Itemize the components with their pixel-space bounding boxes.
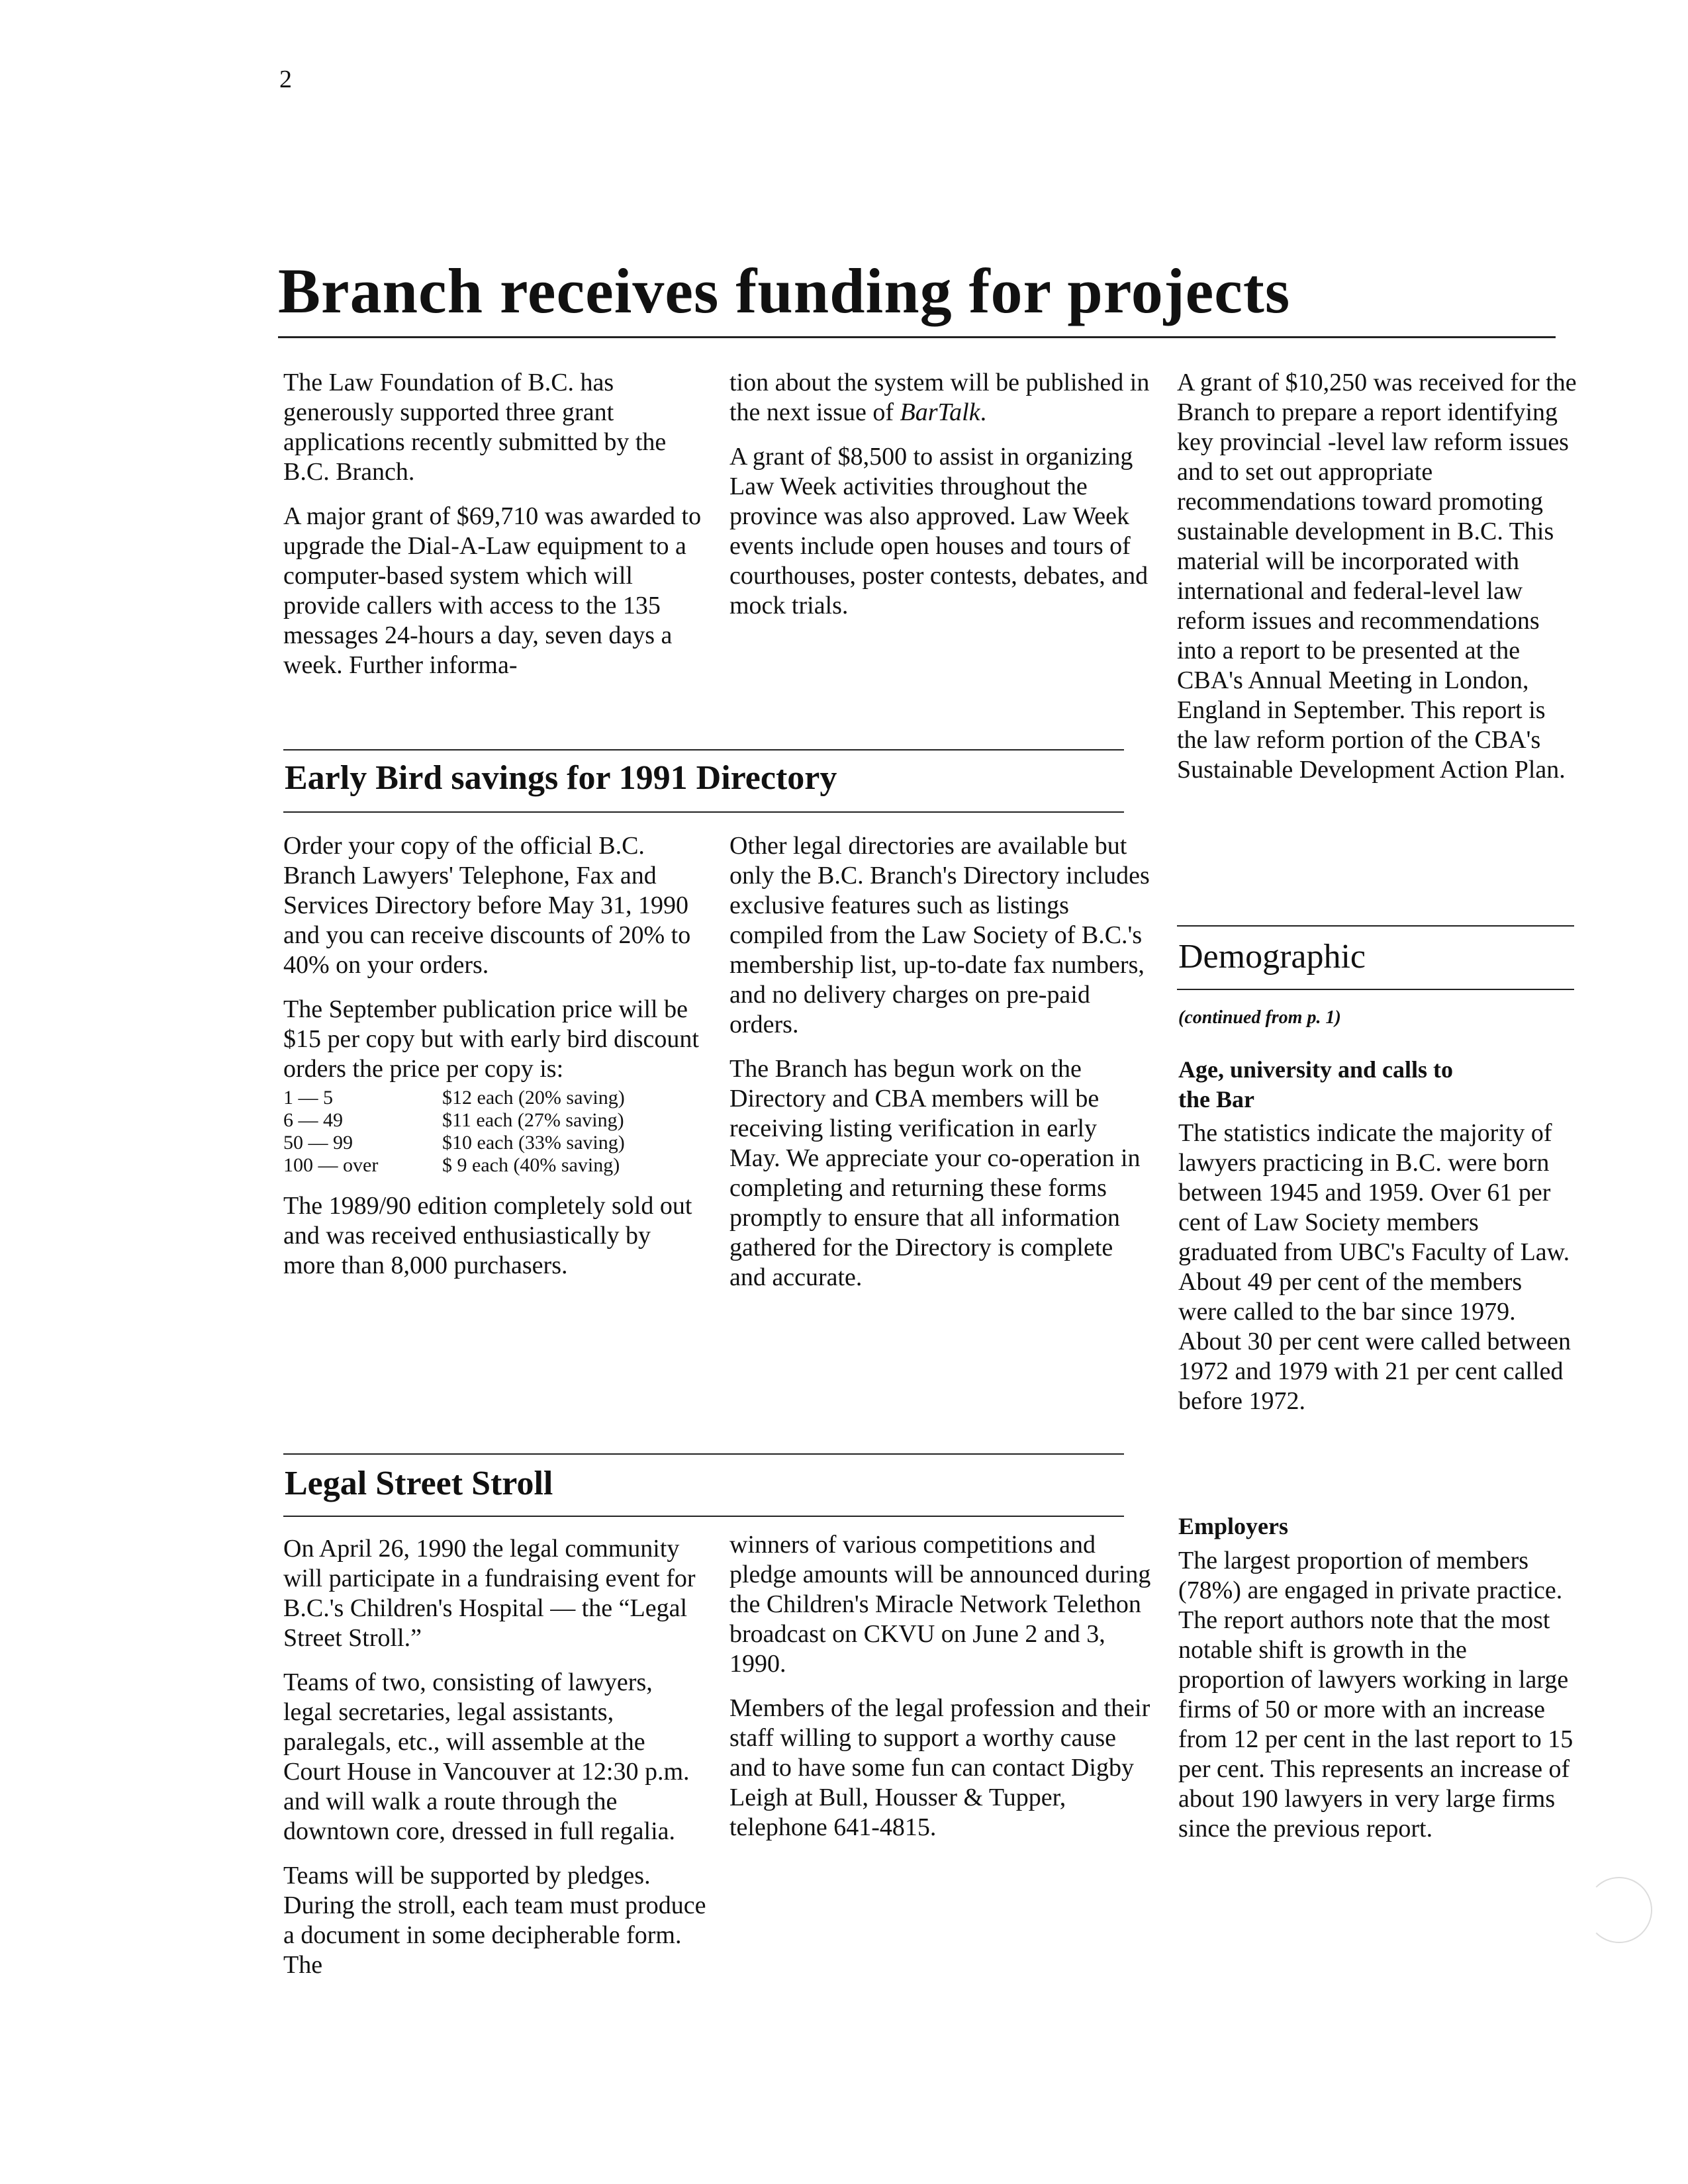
price-row [283,1109,625,1132]
price-quantity: 50 — 99 [283,1132,353,1154]
price-quantity: 1 — 5 [283,1087,333,1109]
title-rule [278,336,1556,338]
demographic-age-text [1178,1118,1575,1431]
early-bird-paragraph-2: The September publication price will be $15 per copy but with early bird discount orders the price per copy is: [283,995,699,1083]
early-bird-column-2 [729,831,1153,1307]
early-bird-paragraph-3: The 1989/90 edition completely sold out and was received enthusiastically by more than 8,000 purchasers. [283,1192,692,1279]
price-value: $10 each (33% saving) [442,1132,625,1154]
stroll-column-1 [283,1534,707,1995]
funding-paragraph-5: A grant of $10,250 was received for the Branch to prepare a report identifying key provincial -level law reform issues and to set out appropriate recommendations toward promoting sustainable development in B.C. This material will be incorporated with international and federal-level law reform issues and recommendations into a report to be presented at the CBA's Annual Meeting in London, England in September. This report is the law reform portion of the CBA's Sustainable Development Action Plan. [1177,369,1577,784]
early-bird-column-1 [283,831,707,1295]
price-quantity: 100 — over [283,1154,379,1176]
stroll-paragraph-3: Teams will be supported by pledges. During the stroll, each team must produce a document in some decipherable form. The [283,1862,706,1979]
demographic-title: Demographic [1178,938,1366,976]
funding-paragraph-2: A major grant of $69,710 was awarded to upgrade the Dial-A-Law equipment to a computer-based system which will provide callers with access to the 135 messages 24-hours a day, seven days a week. Further informa- [283,502,702,679]
demographic-paragraph-2: The largest proportion of members (78%) are engaged in private practice. The report authors note that the most notable shift is growth in the proportion of lawyers working in large firms of 50 or more with an increase from 12 per cent in the last report to 15 per cent. This represents an increase of about 190 lawyers in very large firms since the previous report. [1178,1547,1573,1843]
funding-paragraph-3-end: . [980,398,987,426]
early-bird-top-rule [283,749,1124,751]
early-bird-paragraph-5: The Branch has begun work on the Directory and CBA members will be receiving listing verification in early May. We appreciate your co-operation in completing and returning these forms promptly to ensure that all information gathered for the Directory is complete and accurate. [729,1055,1141,1291]
stroll-paragraph-2: Teams of two, consisting of lawyers, legal secretaries, legal assistants, paralegals, etc., will assemble at the Court House in Vancouver at 12:30 p.m. and will walk a route through the downtown core, dressed in full regalia. [283,1668,690,1845]
continued-note: (continued from p. 1) [1178,1007,1341,1028]
early-bird-paragraph-4: Other legal directories are available but only the B.C. Branch's Directory includes exclusive features such as listings compiled from the Law Society of B.C.'s membership list, up-to-date fax numbers, and no delivery charges on pre-paid orders. [729,832,1150,1038]
funding-column-1 [283,368,707,695]
price-row [283,1154,625,1177]
funding-paragraph-3 [729,368,1153,428]
early-bird-title: Early Bird savings for 1991 Directory [285,759,837,797]
stroll-paragraph-1: On April 26, 1990 the legal community will participate in a fundraising event for B.C.'s Children's Hospital — the “Legal Street Stroll.” [283,1535,696,1652]
funding-paragraph-1: The Law Foundation of B.C. has generously supported three grant applications recently submitted by the B.C. Branch. [283,369,667,486]
stroll-bottom-rule [283,1516,1124,1517]
funding-paragraph-3-text: tion about the system will be published in the next issue of [729,369,1150,426]
stroll-paragraph-4: winners of various competitions and pledge amounts will be announced during the Children's Miracle Network Telethon broadcast on CKVU on June 2 and 3, 1990. [729,1531,1151,1678]
main-title: Branch receives funding for projects [278,255,1291,326]
funding-column-2 [729,368,1153,635]
early-bird-bottom-rule [283,811,1124,813]
demographic-bottom-rule [1177,989,1574,990]
stroll-paragraph-5: Members of the legal profession and their staff willing to support a worthy cause and to have some fun can contact Digby Leigh at Bull, Housser & Tupper, telephone 641-4815. [729,1694,1150,1841]
price-table [283,1087,625,1177]
demographic-subhead-employers: Employers [1178,1513,1288,1539]
scan-mark [1586,1877,1652,1943]
stroll-title: Legal Street Stroll [285,1465,553,1502]
bartalk-title: BarTalk [900,398,980,426]
price-value: $ 9 each (40% saving) [442,1154,620,1176]
stroll-top-rule [283,1453,1124,1455]
funding-paragraph-4: A grant of $8,500 to assist in organizing Law Week activities throughout the province was also approved. Law Week events include open houses and tours of courthouses, poster contests, debates, and mock trials. [729,443,1149,619]
early-bird-paragraph-1: Order your copy of the official B.C. Branch Lawyers' Telephone, Fax and Services Directory before May 31, 1990 and you can receive discounts of 20% to 40% on your orders. [283,832,691,979]
funding-column-3 [1177,368,1581,799]
demographic-paragraph-1: The statistics indicate the majority of lawyers practicing in B.C. were born between 1945 and 1959. Over 61 per cent of Law Society members graduated from UBC's Faculty of Law. About 49 per cent of the members were called to the bar since 1979. About 30 per cent were called between 1972 and 1979 with 21 per cent called before 1972. [1178,1119,1571,1415]
price-row [283,1132,625,1154]
demographic-top-rule [1177,925,1574,927]
demographic-employers-text [1178,1546,1575,1858]
page-number: 2 [279,66,292,93]
price-row [283,1087,625,1109]
stroll-column-2 [729,1530,1153,1857]
price-quantity: 6 — 49 [283,1109,343,1131]
demographic-subhead-age: Age, university and calls to the Bar [1178,1056,1454,1113]
price-value: $12 each (20% saving) [442,1087,625,1109]
price-value: $11 each (27% saving) [442,1109,624,1131]
